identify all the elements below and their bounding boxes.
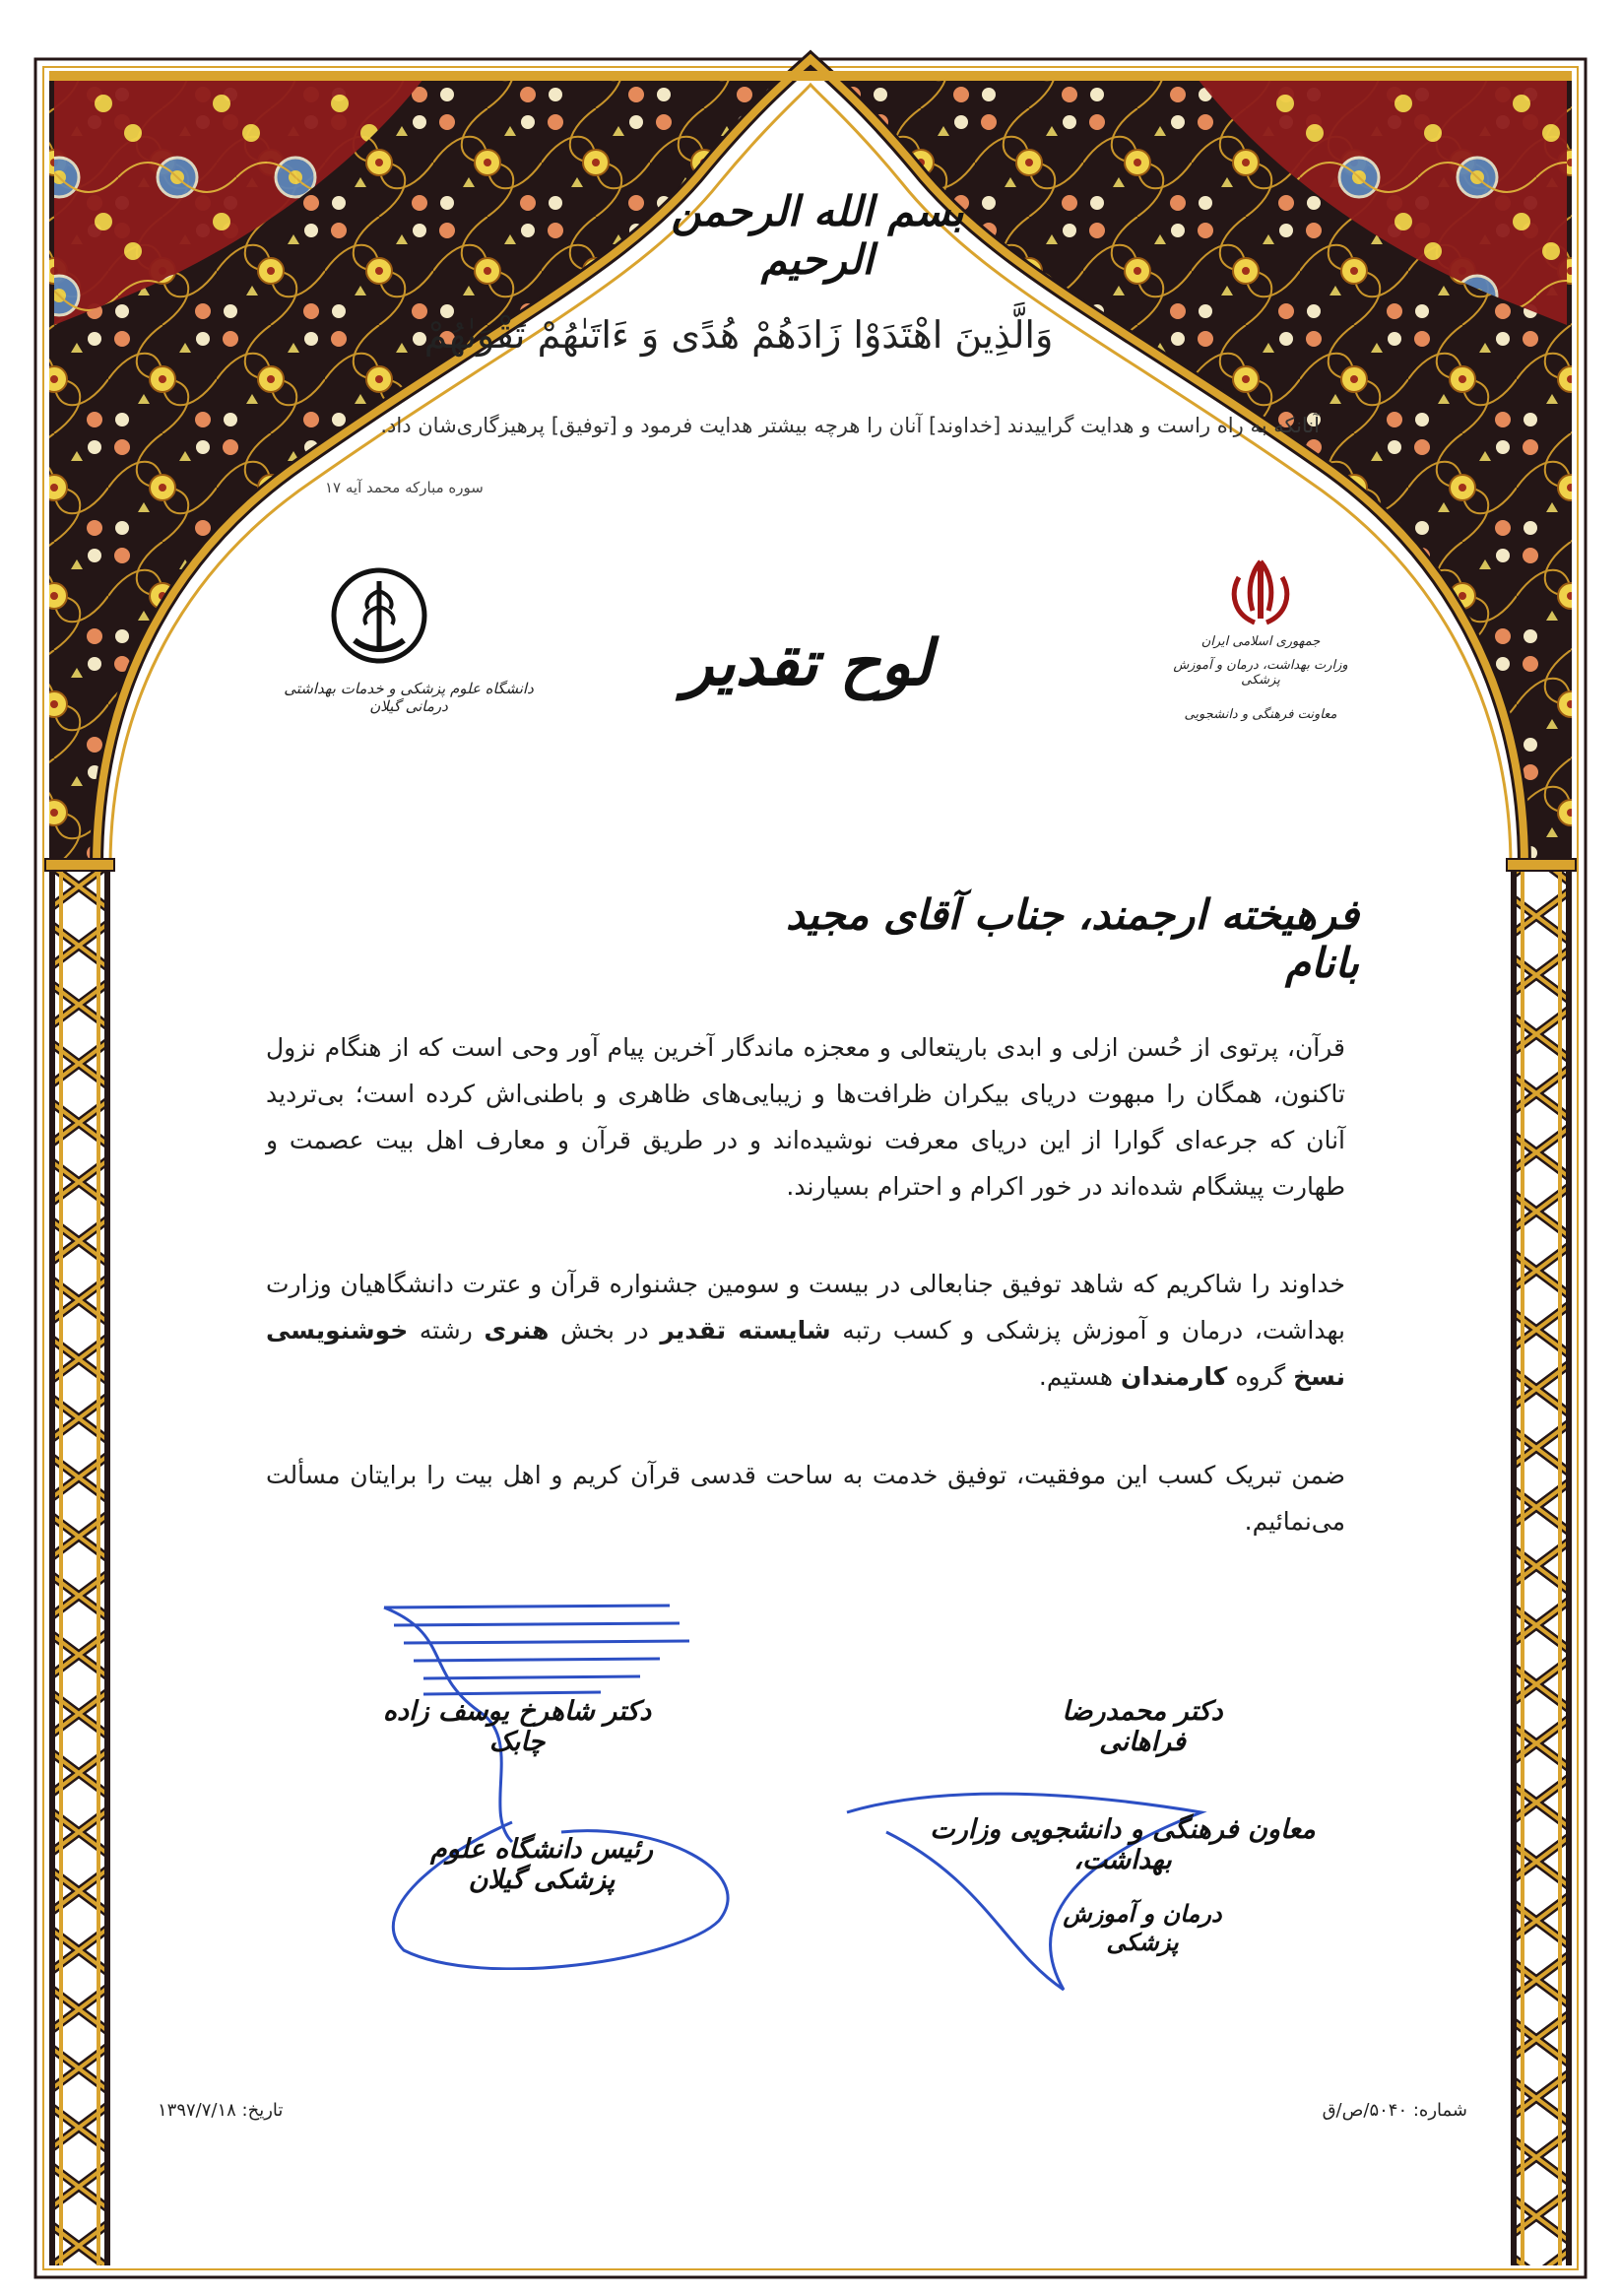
left-signer-title: رئیس دانشگاه علوم پزشکی گیلان: [429, 1834, 654, 1895]
right-signer-title-line2: درمان و آموزش پزشکی: [1063, 1899, 1222, 1956]
p2-rank: شایسته تقدیر: [660, 1316, 831, 1345]
ministry-logo-line2: وزارت بهداشت، درمان و آموزش پزشکی: [1173, 658, 1348, 688]
verse-reference: سوره مبارکه محمد آیه ۱۷: [325, 479, 484, 496]
right-signature-stroke: [827, 1773, 1241, 2009]
quran-verse: وَالَّذِینَ اهْتَدَوْا زَادَهُمْ هُدًى وَ ءَاتَىٰهُمْ تَقْوَىٰهُمْ: [423, 313, 1054, 357]
footer-number: شماره: ۵۰۴۰/ص/ق: [1322, 2100, 1467, 2121]
ministry-logo-line3: معاونت فرهنگی و دانشجویی: [1184, 707, 1337, 722]
recipient-name: فرهیخته ارجمند، جناب آقای مجید بانام: [785, 890, 1359, 987]
left-signature-stroke: [364, 1596, 739, 1970]
certificate-title: لوح تقدیر: [682, 626, 933, 700]
iran-emblem-logo: [1221, 554, 1300, 632]
left-signer-name: دکتر شاهرخ یوسف زاده چابک: [382, 1696, 652, 1757]
p2-group: کارمندان: [1121, 1362, 1228, 1391]
guilan-university-logo: [325, 561, 433, 670]
university-logo-caption: دانشگاه علوم پزشکی و خدمات بهداشتی درمانی گیلان: [284, 680, 534, 715]
right-signer-title-line1: معاون فرهنگی و دانشجویی وزارت بهداشت،: [930, 1814, 1316, 1875]
p2-text-d: گروه: [1235, 1362, 1286, 1391]
body-paragraph-3: ضمن تبریک کسب این موفقیت، توفیق خدمت به ساحت قدسی قرآن کریم و اهل بیت را برایتان مسألت می‌نمائیم.: [266, 1461, 1345, 1536]
right-signer-name: دکتر محمدرضا فراهانی: [1062, 1696, 1223, 1757]
p2-text-c: رشته: [419, 1316, 473, 1345]
basmala-calligraphy: بسم الله الرحمن الرحیم: [671, 187, 964, 284]
ministry-logo-line1: جمهوری اسلامی ایران: [1200, 634, 1321, 649]
body-paragraph-2: [266, 1261, 1345, 1400]
p2-text-b: در بخش: [560, 1316, 649, 1345]
p2-section: هنری: [484, 1316, 550, 1345]
p2-field: خوشنویسی نسخ: [266, 1316, 1345, 1391]
p2-text-e: هستیم.: [1038, 1362, 1114, 1391]
verse-translation: آنانکه به راه راست و هدایت گراییدند [خداوند] آنان را هرچه بیشتر هدایت فرمود و [توفیق] پرهیزگاری‌شان داد.: [380, 414, 1320, 437]
footer-date: تاریخ: ۱۳۹۷/۷/۱۸: [158, 2100, 284, 2121]
p2-text-a: خداوند را شاکریم که شاهد توفیق جنابعالی در بیست و سومین جشنواره قرآن و عترت دانشگاهیان وزارت بهداشت، درمان و آموزش پزشکی و کسب رتبه: [266, 1270, 1345, 1345]
body-paragraph-1: قرآن، پرتوی از حُسن ازلی و ابدی باریتعالی و معجزه ماندگار آخرین پیام آور وحی است که از هنگام نزول تاکنون، همگان را مبهوت دریای بیکران ظرافت‌ها و زیبایی‌های ظاهری و باطنی‌اش کرده است؛ بی‌تردید آنان که جرعه‌ای گوارا از این دریای معرفت نوشیده‌اند و در طریق قرآن و معارف اهل بیت عصمت و طهارت پیشگام شده‌اند در خور اکرام و احترام بسیارند.: [266, 1033, 1345, 1201]
